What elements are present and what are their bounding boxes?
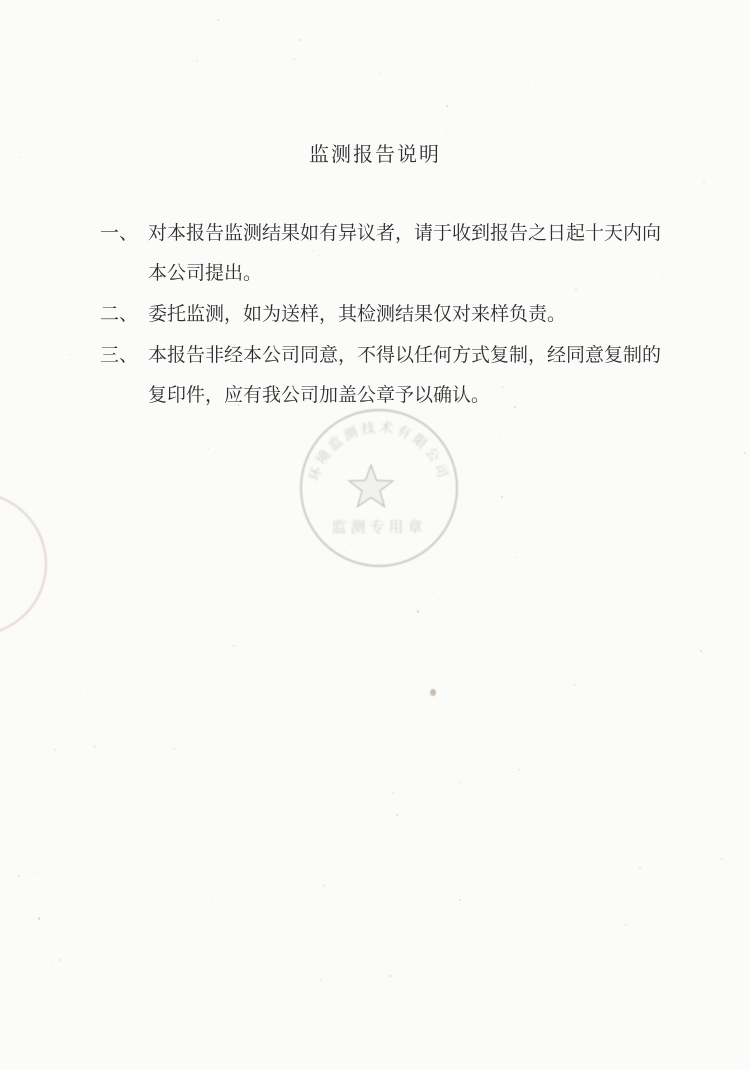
seal-arc-text: 环境监测技术有限公司 (306, 419, 452, 483)
scan-speck (516, 556, 518, 558)
scan-speck (335, 1013, 337, 1015)
scan-speck (417, 610, 419, 612)
scan-speck (293, 58, 295, 60)
scan-speck (631, 797, 632, 798)
scan-speck (38, 917, 40, 919)
scan-speck (60, 959, 61, 960)
scan-speck (396, 814, 398, 816)
scan-speck (33, 872, 35, 874)
scan-speck (465, 187, 466, 188)
star-icon (349, 465, 393, 507)
scan-speck (233, 645, 235, 647)
list-item (100, 295, 670, 335)
scan-speck (122, 179, 123, 180)
scan-speck (518, 769, 520, 771)
page-title: 监测报告说明 (309, 144, 441, 166)
scan-speck (196, 60, 198, 62)
scan-speck (459, 782, 461, 784)
scan-speck (208, 448, 209, 449)
scan-speck (51, 964, 53, 966)
item-text (148, 295, 670, 335)
item-text-line: 本报告非经本公司同意，不得以任何方式复制，经同意复制的 (148, 345, 662, 366)
seal-bottom-text: 监测专用章 (331, 520, 427, 536)
scan-speck (703, 181, 705, 183)
scan-speck (700, 650, 703, 653)
scan-speck (323, 884, 325, 886)
scan-speck (514, 406, 516, 408)
scan-speck (115, 999, 116, 1000)
scan-speck (744, 452, 746, 454)
scan-speck (299, 39, 301, 41)
scan-speck (432, 592, 433, 593)
item-number: 二、 (100, 304, 139, 325)
scan-speck (80, 690, 82, 692)
scan-speck (527, 1023, 529, 1025)
scan-speck (173, 748, 175, 750)
item-text (148, 214, 670, 294)
scan-speck (498, 436, 500, 438)
scan-speck (720, 858, 722, 860)
scan-speck (320, 978, 322, 980)
item-text (148, 336, 670, 416)
scan-speck (486, 60, 488, 62)
scan-speck (446, 105, 448, 107)
scan-speck (97, 186, 99, 188)
item-number: 一、 (100, 223, 139, 244)
scan-speck (501, 496, 503, 498)
list-item (100, 336, 670, 416)
scan-speck (19, 157, 20, 158)
scan-speck (528, 81, 529, 82)
item-text-line: 对本报告监测结果如有异议者，请于收到报告之日起十天内向 (148, 223, 662, 244)
scan-speck (558, 734, 559, 735)
scan-speck (18, 875, 20, 877)
item-text-line: 委托监测，如为送样，其检测结果仅对来样负责。 (148, 304, 567, 325)
scan-speck (389, 975, 391, 977)
scan-speck (673, 906, 674, 907)
scan-speck (392, 792, 395, 795)
item-text-line: 复印件，应有我公司加盖公章予以确认。 (148, 385, 491, 406)
scan-speck (93, 745, 95, 747)
scan-fleck (430, 689, 436, 696)
scan-speck (54, 748, 56, 750)
scan-speck (70, 354, 71, 355)
scan-speck (380, 72, 382, 74)
company-seal-stamp (296, 405, 462, 571)
item-number: 三、 (100, 345, 139, 366)
notes-list (100, 214, 670, 417)
scan-speck (639, 866, 641, 868)
scan-speck (404, 308, 406, 310)
item-text-line: 本公司提出。 (148, 263, 263, 284)
scan-speck (574, 684, 576, 686)
partial-stamp-left (0, 492, 47, 636)
scan-speck (480, 909, 481, 910)
scan-speck (471, 443, 473, 445)
scan-speck (624, 924, 626, 926)
scan-speck (445, 133, 447, 135)
scan-speck (455, 661, 457, 663)
scan-speck (217, 19, 219, 21)
scan-speck (28, 377, 29, 378)
scan-speck (210, 897, 212, 899)
list-item (100, 214, 670, 294)
scan-speck (135, 481, 136, 482)
scan-speck (312, 250, 314, 252)
scan-speck (459, 899, 461, 901)
scan-speck (575, 289, 577, 291)
